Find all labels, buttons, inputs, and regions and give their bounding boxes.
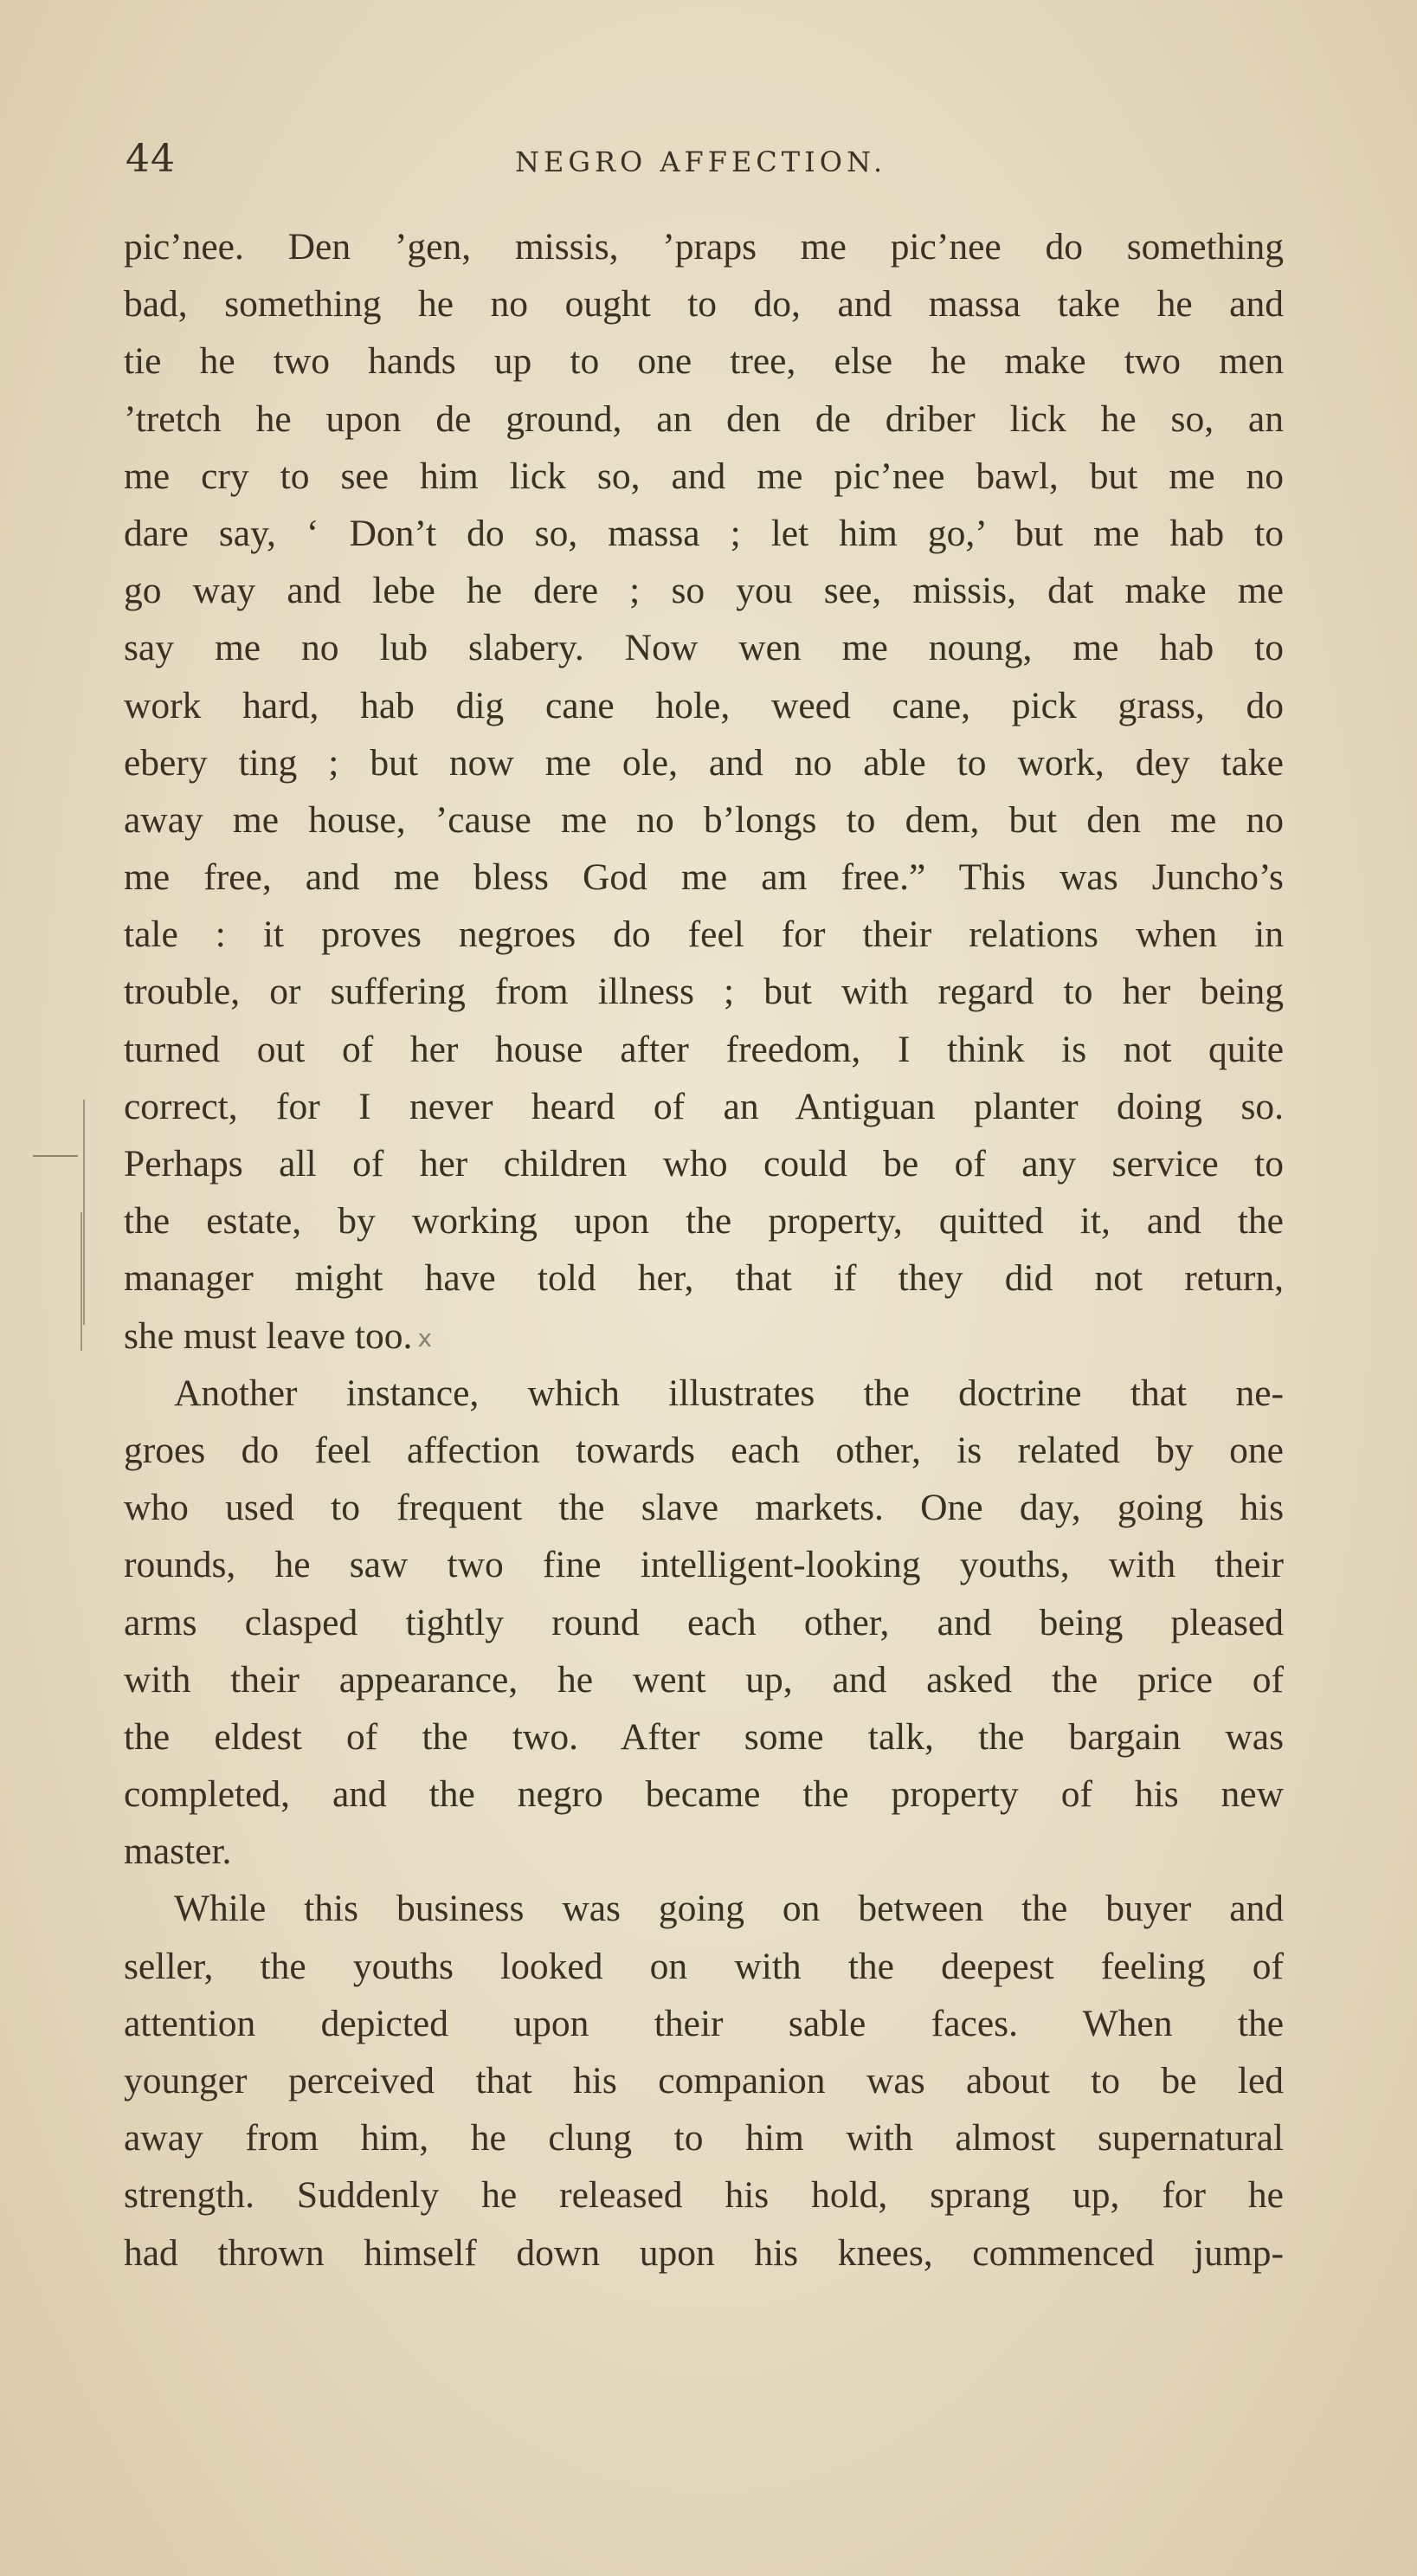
text-line: say me no lub slabery. Now wen me noung, me hab to	[124, 627, 1284, 669]
text-line: younger perceived that his companion was about to be led	[124, 2060, 1284, 2101]
text-line: Another instance, which illustrates the doctrine that ne-	[174, 1372, 1284, 1414]
text-line: me free, and me bless God me am free.” This was Juncho’s	[124, 856, 1284, 899]
margin-dash-mark	[33, 1155, 78, 1157]
text-line: correct, for I never heard of an Antiguan planter doing so.	[124, 1085, 1284, 1127]
text-line: attention depicted upon their sable faces. When the	[124, 2002, 1284, 2044]
running-title: NEGRO AFFECTION.	[515, 145, 887, 178]
text-line: tie he two hands up to one tree, else he make two men	[124, 340, 1284, 383]
margin-line-mark	[83, 1100, 85, 1325]
text-line: had thrown himself down upon his knees, commenced jump-	[124, 2231, 1284, 2274]
text-line: strength. Suddenly he released his hold, sprang up, for he	[124, 2174, 1284, 2217]
text-line: rounds, he saw two fine intelligent-looking youths, with their	[124, 1544, 1284, 1586]
text-line: she must leave too.	[124, 1314, 413, 1357]
text-line: ’tretch he upon de ground, an den de driber lick he so, an	[124, 397, 1284, 440]
text-line: away from him, he clung to him with almost supernatural	[124, 2117, 1284, 2160]
text-line: the estate, by working upon the property, quitted it, and the	[124, 1200, 1284, 1243]
text-line: who used to frequent the slave markets. One day, going his	[124, 1487, 1284, 1529]
text-line: trouble, or suffering from illness ; but with regard to her being	[124, 971, 1284, 1013]
text-line: groes do feel affection towards each other, is related by one	[124, 1429, 1284, 1471]
text-line: dare say, ‘ Don’t do so, massa ; let him go,’ but me hab to	[124, 512, 1284, 554]
text-line: with their appearance, he went up, and asked the price of	[124, 1658, 1284, 1701]
text-line: tale : it proves negroes do feel for their relations when in	[124, 914, 1284, 956]
text-line: go way and lebe he dere ; so you see, missis, dat make me	[124, 570, 1284, 612]
margin-line-mark	[81, 1212, 82, 1351]
text-line: arms clasped tightly round each other, and being pleased	[124, 1601, 1284, 1643]
text-line: the eldest of the two. After some talk, the bargain was	[124, 1715, 1284, 1758]
text-line: bad, something he no ought to do, and massa take he and	[124, 283, 1284, 326]
text-line: completed, and the negro became the property of his new	[124, 1773, 1284, 1816]
text-line-paragraph-end	[124, 1307, 1284, 1365]
text-line-paragraph-end: master.	[124, 1830, 232, 1873]
text-line: me cry to see him lick so, and me pic’nee bawl, but me no	[124, 455, 1284, 497]
text-line: work hard, hab dig cane hole, weed cane, pick grass, do	[124, 684, 1284, 726]
text-line: Perhaps all of her children who could be of any service to	[124, 1143, 1284, 1185]
text-line: seller, the youths looked on with the deepest feeling of	[124, 1945, 1284, 1987]
body-text	[124, 218, 1284, 2282]
text-line: While this business was going on between the buyer and	[174, 1888, 1284, 1930]
text-line: ebery ting ; but now me ole, and no able to work, dey take	[124, 741, 1284, 784]
page-number: 44	[126, 137, 176, 181]
text-line: away me house, ’cause me no b’longs to dem, but den me no	[124, 798, 1284, 841]
text-line: turned out of her house after freedom, I think is not quite	[124, 1028, 1284, 1070]
pencil-mark: x	[417, 1324, 433, 1353]
running-header	[126, 137, 1281, 189]
text-line: manager might have told her, that if they did not return,	[124, 1257, 1284, 1300]
text-line: pic’nee. Den ’gen, missis, ’praps me pic’nee do something	[124, 226, 1284, 268]
